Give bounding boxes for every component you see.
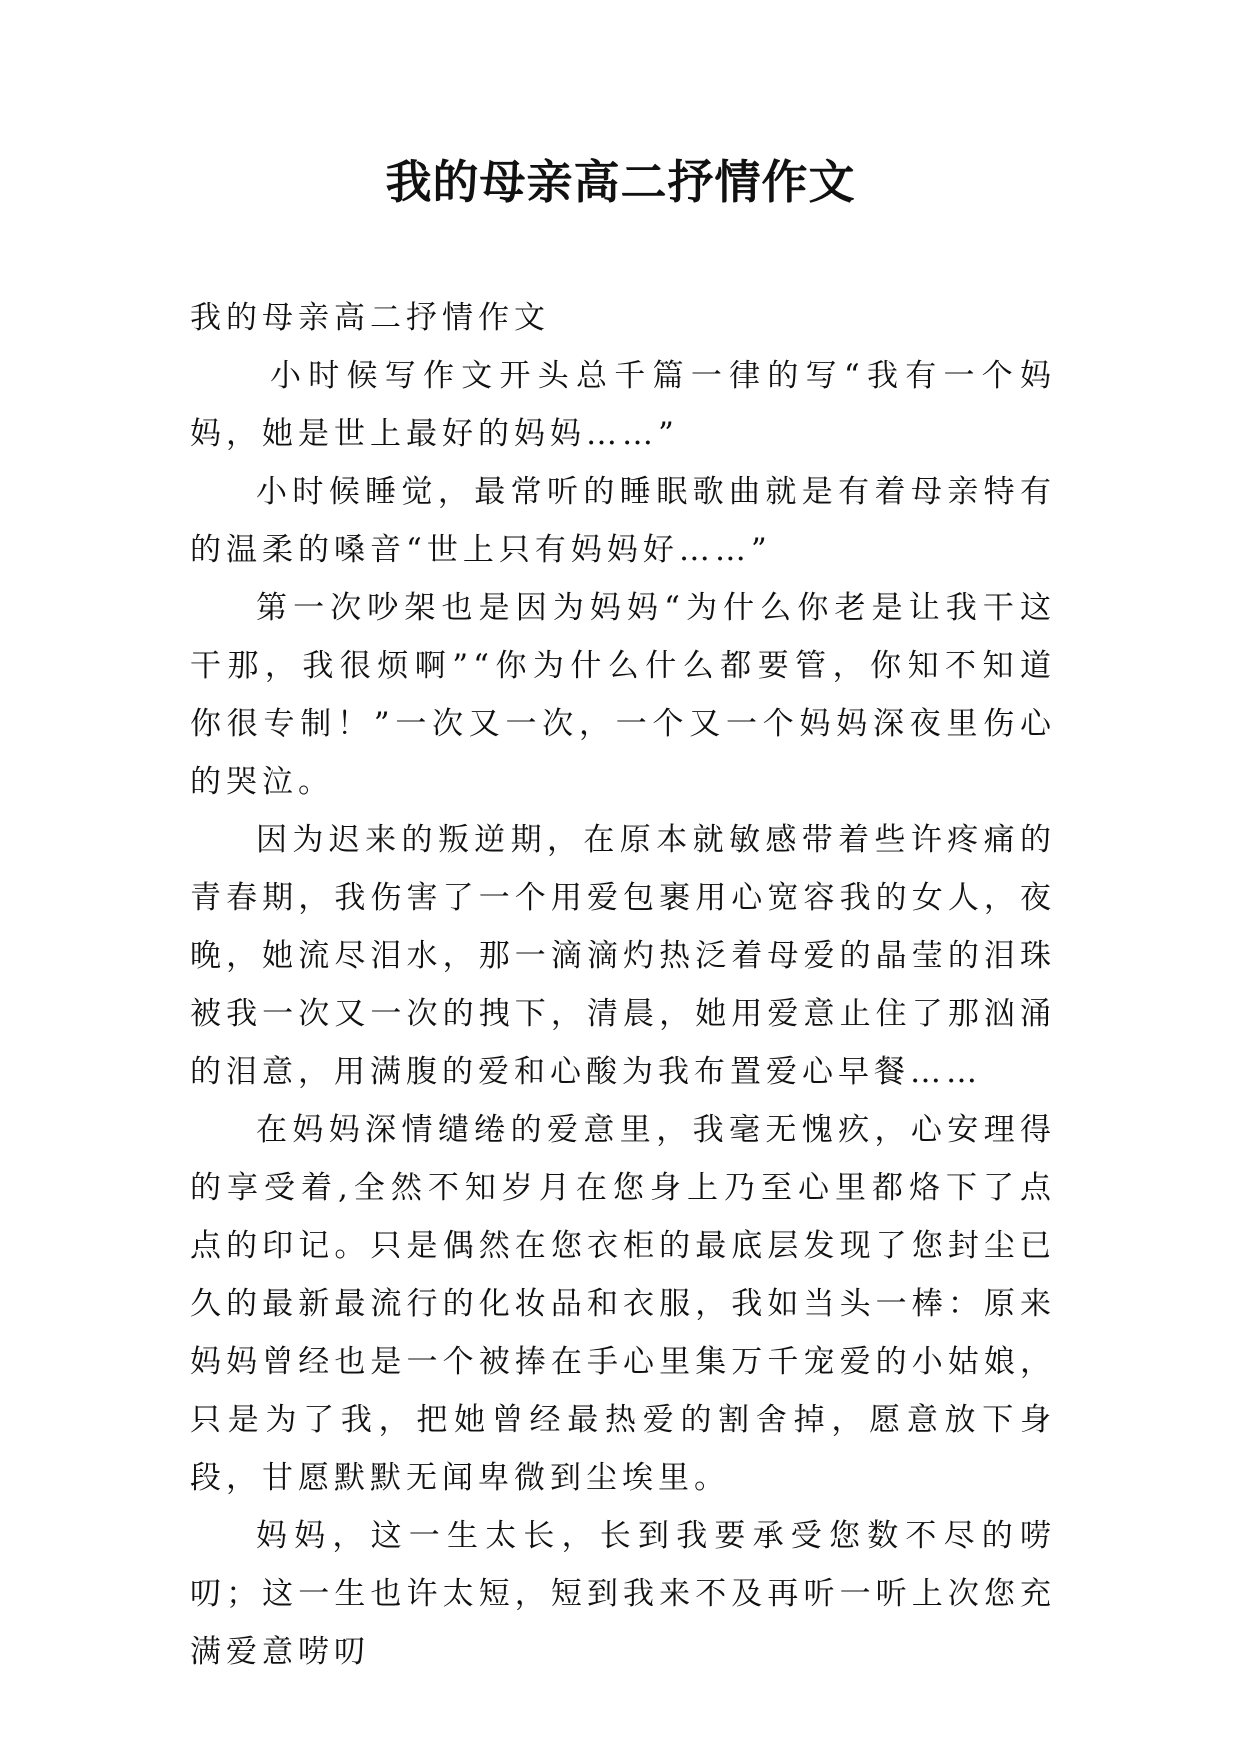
paragraph: 小时候睡觉，最常听的睡眠歌曲就是有着母亲特有的温柔的嗓音“世上只有妈妈好……”	[190, 474, 1056, 568]
paragraph: 妈妈，这一生太长，长到我要承受您数不尽的唠叨；这一生也许太短，短到我来不及再听一听上次您充满爱意唠叨	[190, 1518, 1056, 1670]
document-title: 我的母亲高二抒情作文	[385, 155, 856, 209]
paragraph: 因为迟来的叛逆期，在原本就敏感带着些许疼痛的青春期，我伤害了一个用爱包裹用心宽容我的女人，夜晚，她流尽泪水，那一滴滴灼热泛着母爱的晶莹的泪珠被我一次又一次的拽下，清晨，她用爱意止住了那汹涌的泪意，用满腹的爱和心酸为我布置爱心早餐……	[190, 822, 1056, 1090]
document-body	[190, 289, 1056, 1681]
paragraph: 第一次吵架也是因为妈妈“为什么你老是让我干这干那，我很烦啊”“你为什么什么都要管，你知不知道你很专制！”一次又一次，一个又一个妈妈深夜里伤心的哭泣。	[190, 590, 1056, 800]
paragraph-heading: 我的母亲高二抒情作文	[190, 300, 550, 336]
paragraph: 在妈妈深情缱绻的爱意里，我毫无愧疚，心安理得的享受着,全然不知岁月在您身上乃至心里都烙下了点点的印记。只是偶然在您衣柜的最底层发现了您封尘已久的最新最流行的化妆品和衣服，我如当头一棒：原来妈妈曾经也是一个被捧在手心里集万千宠爱的小姑娘，只是为了我，把她曾经最热爱的割舍掉，愿意放下身段，甘愿默默无闻卑微到尘埃里。	[190, 1112, 1056, 1496]
paragraph: 小时候写作文开头总千篇一律的写“我有一个妈妈，她是世上最好的妈妈……”	[190, 358, 1056, 452]
